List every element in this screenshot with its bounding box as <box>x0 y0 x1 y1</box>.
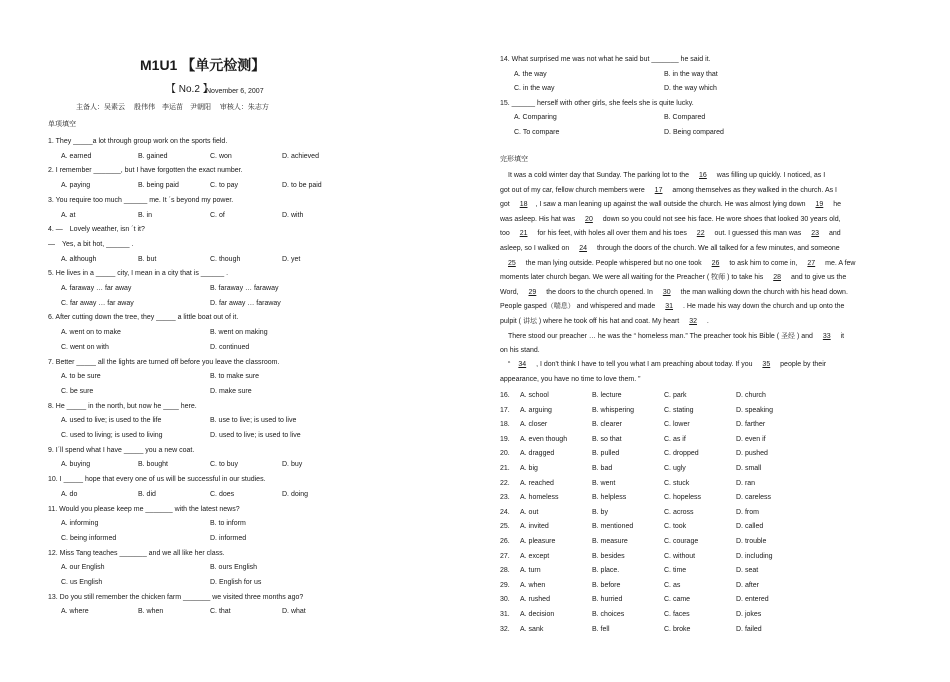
cloze-option: A. big <box>520 465 538 472</box>
blank-35[interactable]: 35 <box>762 361 771 369</box>
option: D. continued <box>210 343 250 351</box>
passage-text: got <box>500 201 512 209</box>
cloze-option: D. even if <box>736 435 766 443</box>
passage-text: . He made his way down the church and up onto the <box>681 303 845 311</box>
passage-line <box>500 229 841 238</box>
passage-line <box>500 317 709 326</box>
passage-text: and <box>827 230 841 238</box>
option: C. in the way <box>514 85 555 92</box>
option: C. used to living; is used to living <box>61 432 163 439</box>
blank-30[interactable]: 30 <box>662 288 671 296</box>
option: B. but <box>138 255 157 263</box>
option: C. to buy <box>210 461 239 469</box>
option: B. to inform <box>210 520 246 528</box>
option: C. far away … far away <box>61 299 134 307</box>
blank-27[interactable]: 27 <box>807 259 816 267</box>
passage-text: was filling up quickly. I noticed, as I <box>714 172 826 179</box>
cloze-option: C. as <box>664 581 681 589</box>
blank-19[interactable]: 19 <box>815 201 824 209</box>
question-12: 12. Miss Tang teaches _______ and we all like her class. <box>48 549 225 557</box>
cloze-option: A. arguing <box>520 406 552 414</box>
page-title: M1U1 【单元检测】 <box>140 57 266 73</box>
blank-26[interactable]: 26 <box>711 259 720 267</box>
question-14: 14. What surprised me was not what he said but _______ he said it. <box>500 56 711 63</box>
cloze-number: 31. <box>500 611 510 618</box>
option: B. being paid <box>138 182 179 190</box>
cloze-option: A. school <box>520 392 549 399</box>
option: B. gained <box>138 152 168 160</box>
cloze-option: A. when <box>520 581 546 589</box>
passage-text: It was a cold winter day that Sunday. The parking lot to the <box>508 172 692 179</box>
blank-20[interactable]: 20 <box>585 215 593 223</box>
cloze-option: A. turn <box>520 567 541 575</box>
blank-31[interactable]: 31 <box>665 303 674 311</box>
passage-text: Word, <box>500 288 521 296</box>
option: B. did <box>138 490 156 498</box>
cloze-option: A. sank <box>520 625 544 633</box>
option: B. bought <box>138 461 168 469</box>
cloze-option: A. reached <box>520 479 554 487</box>
option: C. went on with <box>61 343 109 351</box>
passage-line <box>508 360 826 369</box>
passage-text: , I don't think I have to tell you what I am preaching about today. If you <box>534 361 755 369</box>
cloze-number: 21. <box>500 465 510 472</box>
option: A. used to live; is used to the life <box>61 417 162 425</box>
cloze-option: B. lecture <box>592 392 622 399</box>
passage-text: , I saw a man leaning up against the wall outside the church. He was almost lying down <box>535 201 808 209</box>
cloze-option: A. invited <box>520 523 549 531</box>
cloze-option: A. out <box>520 508 539 516</box>
blank-34[interactable]: 34 <box>518 361 527 369</box>
cloze-option: A. pleasure <box>520 538 556 545</box>
cloze-option: B. measure <box>592 538 628 545</box>
passage-line <box>500 346 540 355</box>
blank-24[interactable]: 24 <box>579 245 588 252</box>
passage-line <box>500 244 840 253</box>
cloze-option: C. courage <box>664 538 699 545</box>
cloze-option: B. helpless <box>592 494 627 502</box>
question-15: 15. ______ herself with other girls, she feels she is quite lucky. <box>500 99 694 107</box>
passage-text: to ask him to come in, <box>727 259 800 267</box>
option: D. to be paid <box>282 182 322 190</box>
cloze-number: 20. <box>500 450 510 458</box>
cloze-option: C. ugly <box>664 465 686 472</box>
passage-text: me. A few <box>823 259 856 267</box>
passage-text: down so you could not see his face. He wore shoes that looked 30 years old, <box>600 215 841 223</box>
cloze-option: B. pulled <box>592 450 620 458</box>
option: C. be sure <box>61 387 94 395</box>
cloze-option: B. besides <box>592 552 625 560</box>
cloze-option: C. without <box>664 552 696 560</box>
option: B. ours English <box>210 564 258 572</box>
blank-33[interactable]: 33 <box>822 332 831 340</box>
cloze-option: C. as if <box>664 435 686 443</box>
option: A. to be sure <box>61 373 101 381</box>
question-10: 10. I _____ hope that every one of us will be successful in our studies. <box>48 476 266 484</box>
passage-text: and to give us the <box>789 274 847 282</box>
option: A. went on to make <box>61 329 121 337</box>
question-8: 8. He _____ in the north, but now he ____ here. <box>48 402 197 410</box>
option: A. informing <box>61 520 99 528</box>
doc-number: 【 No.2 】 <box>166 84 213 95</box>
question-6: 6. After cutting down the tree, they _____ a little boat out of it. <box>48 314 239 322</box>
passage-line <box>500 200 841 209</box>
option: D. the way which <box>664 85 717 92</box>
passage-text: for his feet, with holes all over them and his toes <box>535 230 689 238</box>
cloze-number: 16. <box>500 392 510 399</box>
passage-text: was asleep. His hat was <box>500 215 578 223</box>
option: D. yet <box>282 255 301 263</box>
cloze-number: 24. <box>500 508 510 516</box>
option: B. in the way that <box>664 70 718 78</box>
blank-21[interactable]: 21 <box>519 230 528 238</box>
cloze-option: D. after <box>736 581 759 589</box>
question-13: 13. Do you still remember the chicken farm _______ we visited three months ago? <box>48 593 304 601</box>
option: C. To compare <box>514 128 560 136</box>
option: D. buy <box>282 461 303 469</box>
cloze-option: B. place. <box>592 567 620 575</box>
blank-28[interactable]: 28 <box>773 274 782 282</box>
blank-22[interactable]: 22 <box>696 230 705 238</box>
cloze-number: 25. <box>500 523 510 531</box>
passage-text: on his stand. <box>500 346 540 354</box>
option: B. went on making <box>210 329 268 337</box>
question-11: 11. Would you please keep me _______ with the latest news? <box>48 505 240 513</box>
passage-text: the doors to the church opened. In <box>544 288 655 296</box>
passage-line <box>508 332 844 341</box>
option: A. Comparing <box>514 114 557 121</box>
option: D. what <box>282 608 306 616</box>
cloze-option: B. mentioned <box>592 523 634 531</box>
option: B. to make sure <box>210 373 260 381</box>
option: D. with <box>282 211 304 219</box>
cloze-option: C. took <box>664 523 687 531</box>
blank-23[interactable]: 23 <box>811 230 820 238</box>
blank-16[interactable]: 16 <box>699 172 707 179</box>
option: D. used to live; is used to live <box>210 432 301 439</box>
cloze-option: B. by <box>592 508 608 516</box>
cloze-option: D. failed <box>736 625 762 633</box>
passage-text: asleep, so I walked on <box>500 245 572 252</box>
question-1: 1. They _____a lot through group work on the sports field. <box>48 138 228 145</box>
cloze-option: B. choices <box>592 611 625 618</box>
option: B. use to live; is used to live <box>210 417 297 425</box>
cloze-option: C. time <box>664 567 687 575</box>
option: C. though <box>210 255 241 263</box>
option: C. of <box>210 211 225 219</box>
cloze-number: 32. <box>500 625 510 633</box>
passage-text: “ <box>508 361 511 369</box>
option: D. Being compared <box>664 128 724 136</box>
blank-18[interactable]: 18 <box>519 201 528 209</box>
cloze-option: A. closer <box>520 421 548 429</box>
cloze-number: 18. <box>500 421 510 429</box>
cloze-option: D. ran <box>736 479 756 487</box>
option: D. far away … faraway <box>210 299 281 307</box>
cloze-option: D. farther <box>736 421 766 429</box>
cloze-option: A. decision <box>520 611 555 618</box>
option: D. English for us <box>210 579 262 586</box>
cloze-option: C. park <box>664 392 687 399</box>
passage-text: . <box>704 318 709 325</box>
cloze-number: 29. <box>500 581 510 589</box>
passage-text: pulpit ( 讲坛 ) where he took off his hat and coat. My heart <box>500 318 682 325</box>
passage-text: through the doors of the church. We all talked for a few minutes, and someone <box>595 245 840 252</box>
passage-line <box>500 186 837 195</box>
cloze-option: C. faces <box>664 611 690 618</box>
question-2: 2. I remember _______, but I have forgotten the exact number. <box>48 167 243 175</box>
passage-line <box>500 273 846 282</box>
cloze-option: C. hopeless <box>664 494 701 502</box>
doc-date: November 6, 2007 <box>206 88 264 95</box>
option: D. doing <box>282 490 309 498</box>
cloze-option: D. speaking <box>736 406 773 414</box>
option: A. the way <box>514 70 547 78</box>
option: B. Compared <box>664 114 706 121</box>
passage-text: he <box>831 201 841 209</box>
option: D. make sure <box>210 387 252 395</box>
option: A. buying <box>61 461 91 469</box>
passage-line <box>500 375 640 384</box>
cloze-option: B. fell <box>592 625 610 633</box>
option: A. at <box>61 211 76 219</box>
cloze-option: B. clearer <box>592 421 622 429</box>
passage-text: appearance, you have no time to love them. ” <box>500 375 641 383</box>
cloze-option: C. stuck <box>664 479 690 487</box>
option: C. us English <box>61 579 103 586</box>
passage-text: moments later church began. We were all waiting for the Preacher ( 牧师 ) to take his <box>500 274 766 282</box>
question-4: 4. — Lovely weather, isn ´t it? <box>48 226 145 234</box>
cloze-number: 17. <box>500 406 510 414</box>
cloze-option: C. stating <box>664 406 694 414</box>
option: A. paying <box>61 182 91 190</box>
passage-line <box>500 259 855 268</box>
passage-text: People gasped（喘息） and whispered and made <box>500 303 658 311</box>
cloze-option: B. bad <box>592 465 613 472</box>
editors-line: 主备人：吴素云 殷伟伟 李运苗 尹朝阳 审核人：朱志方 <box>76 104 269 111</box>
option: A. do <box>61 490 78 498</box>
cloze-option: B. went <box>592 479 616 487</box>
cloze-option: A. dragged <box>520 450 555 458</box>
option: C. to pay <box>210 182 239 190</box>
passage-text: There stood our preacher … he was the “ homeless man.” The preacher took his Bible ( 圣经 ) and <box>508 332 815 340</box>
cloze-option: D. seat <box>736 567 759 575</box>
cloze-option: C. lower <box>664 421 690 429</box>
passage-text: out. I guessed this man was <box>712 230 804 238</box>
cloze-option: C. across <box>664 508 694 516</box>
question-5: 5. He lives in a _____ city, I mean in a city that is ______ . <box>48 270 229 278</box>
passage-line <box>500 302 844 311</box>
cloze-number: 26. <box>500 538 510 545</box>
blank-32[interactable]: 32 <box>689 318 697 325</box>
cloze-option: B. whispering <box>592 406 635 414</box>
question-3: 3. You require too much ______ me. It ´s beyond my power. <box>48 196 234 204</box>
blank-29[interactable]: 29 <box>528 288 537 296</box>
cloze-option: C. came <box>664 596 691 604</box>
cloze-option: D. trouble <box>736 538 767 545</box>
option: B. when <box>138 608 164 616</box>
cloze-number: 19. <box>500 435 510 443</box>
passage-text: the man lying outside. People whispered but no one took <box>523 259 704 267</box>
cloze-option: D. entered <box>736 596 769 604</box>
cloze-option: C. dropped <box>664 450 699 458</box>
cloze-number: 30. <box>500 596 510 604</box>
section-single-choice: 单项填空 <box>48 121 76 128</box>
cloze-option: D. careless <box>736 494 772 502</box>
cloze-option: B. so that <box>592 435 622 443</box>
section-cloze: 完形填空 <box>500 156 528 163</box>
option: A. earned <box>61 152 92 160</box>
cloze-option: C. broke <box>664 625 691 633</box>
passage-text: too <box>500 230 512 238</box>
question-7: 7. Better _____ all the lights are turned off before you leave the classroom. <box>48 358 280 366</box>
option: A. where <box>61 608 89 616</box>
cloze-option: D. called <box>736 523 764 531</box>
cloze-number: 22. <box>500 479 510 487</box>
cloze-option: A. homeless <box>520 494 559 502</box>
option: D. informed <box>210 534 247 542</box>
question-9: 9. I´ll spend what I have _____ you a new coat. <box>48 446 195 454</box>
passage-line <box>508 171 825 180</box>
cloze-number: 28. <box>500 567 510 575</box>
passage-text: among themselves as they walked in the church. As I <box>670 186 837 194</box>
question-4-line2: — Yes, a bit hot, ______ . <box>48 240 134 248</box>
option: B. faraway … faraway <box>210 285 279 292</box>
cloze-option: A. rushed <box>520 596 550 604</box>
cloze-option: D. from <box>736 508 759 516</box>
passage-text: got out of my car, fellow church members were <box>500 186 647 194</box>
option: C. being informed <box>61 534 117 542</box>
cloze-number: 23. <box>500 494 510 502</box>
option: B. in <box>138 211 153 219</box>
blank-17[interactable]: 17 <box>654 186 663 194</box>
passage-text: the man walking down the church with his head down. <box>678 288 848 296</box>
option: A. our English <box>61 564 105 572</box>
cloze-option: D. small <box>736 465 762 472</box>
cloze-option: D. pushed <box>736 450 768 458</box>
cloze-number: 27. <box>500 552 510 560</box>
option: A. faraway … far away <box>61 285 132 292</box>
option: A. although <box>61 255 97 263</box>
cloze-option: D. including <box>736 552 773 560</box>
passage-text: it <box>838 332 845 340</box>
cloze-option: A. even though <box>520 435 568 443</box>
cloze-option: B. before <box>592 581 621 589</box>
cloze-option: A. except <box>520 552 550 560</box>
cloze-option: B. hurried <box>592 596 623 604</box>
blank-25[interactable]: 25 <box>508 259 516 267</box>
option: C. does <box>210 490 235 498</box>
passage-text: people by their <box>778 361 827 369</box>
cloze-option: D. jokes <box>736 611 762 618</box>
passage-line <box>500 215 841 224</box>
option: C. that <box>210 608 231 616</box>
option: D. achieved <box>282 152 319 160</box>
option: C. won <box>210 152 232 160</box>
cloze-option: D. church <box>736 392 766 399</box>
passage-line <box>500 288 848 297</box>
